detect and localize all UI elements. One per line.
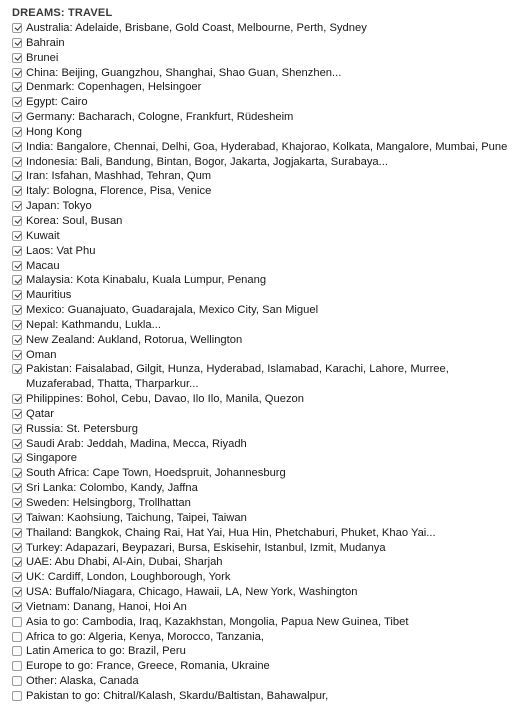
checklist-item xyxy=(12,526,513,541)
checked-checkbox[interactable] xyxy=(12,572,22,582)
checked-checkbox[interactable] xyxy=(12,335,22,345)
checklist-item-label: Australia: Adelaide, Brisbane, Gold Coast, Melbourne, Perth, Sydney xyxy=(26,22,367,34)
checked-checkbox[interactable] xyxy=(12,320,22,330)
checklist-item-label: Laos: Vat Phu xyxy=(26,244,96,257)
checklist-item xyxy=(12,555,513,570)
checklist-item xyxy=(12,95,513,110)
checklist-item-label: Africa to go: Algeria, Kenya, Morocco, Tanzania, xyxy=(26,630,264,643)
checked-checkbox[interactable] xyxy=(12,68,22,78)
checklist-item xyxy=(12,80,513,95)
checklist-item xyxy=(12,541,513,556)
checklist-item xyxy=(12,155,513,170)
checklist-item-label: Taiwan: Kaohsiung, Taichung, Taipei, Taiwan xyxy=(26,511,247,524)
unchecked-checkbox[interactable] xyxy=(12,661,22,671)
checklist-item xyxy=(12,348,513,363)
unchecked-checkbox[interactable] xyxy=(12,617,22,627)
checklist-item-label: Japan: Tokyo xyxy=(26,200,92,213)
checklist-item xyxy=(12,229,513,244)
checklist-item xyxy=(12,362,513,392)
checklist-item xyxy=(12,600,513,615)
checked-checkbox[interactable] xyxy=(12,483,22,493)
checklist-item xyxy=(12,140,513,155)
checked-checkbox[interactable] xyxy=(12,409,22,419)
checklist-item-label: Brunei xyxy=(26,51,59,64)
checklist-item xyxy=(12,674,513,689)
checklist-item xyxy=(12,392,513,407)
checked-checkbox[interactable] xyxy=(12,142,22,152)
checklist-item-label: UK: Cardiff, London, Loughborough, York xyxy=(26,571,231,584)
checked-checkbox[interactable] xyxy=(12,468,22,478)
checklist-item-label: Malaysia: Kota Kinabalu, Kuala Lumpur, Penang xyxy=(26,274,267,287)
travel-checklist xyxy=(12,21,513,704)
checklist-item-label: Other: Alaska, Canada xyxy=(26,675,139,688)
checklist-item-label: Latin America to go: Brazil, Peru xyxy=(26,645,186,658)
checklist-item xyxy=(12,333,513,348)
checklist-item-label: Pakistan: Faisalabad, Gilgit, Hunza, Hyderabad, Islamabad, Karachi, Lahore, Murree, Muzaferabad, Thatta, Tharparkur... xyxy=(26,363,449,391)
checklist-item-label: Europe to go: France, Greece, Romania, Ukraine xyxy=(26,660,270,673)
list-heading: DREAMS: TRAVEL xyxy=(12,7,113,19)
checked-checkbox[interactable] xyxy=(12,275,22,285)
checklist-item-label: Sri Lanka: Colombo, Kandy, Jaffna xyxy=(26,482,198,495)
checked-checkbox[interactable] xyxy=(12,186,22,196)
checklist-item xyxy=(12,273,513,288)
checklist-item-label: Asia to go: Cambodia, Iraq, Kazakhstan, Mongolia, Papua New Guinea, Tibet xyxy=(26,615,409,628)
checklist-item xyxy=(12,199,513,214)
checklist-item xyxy=(12,570,513,585)
checked-checkbox[interactable] xyxy=(12,231,22,241)
checklist-item xyxy=(12,451,513,466)
checklist-item xyxy=(12,481,513,496)
checked-checkbox[interactable] xyxy=(12,557,22,567)
checked-checkbox[interactable] xyxy=(12,513,22,523)
checklist-item-label: Macau xyxy=(26,259,60,272)
checked-checkbox[interactable] xyxy=(12,23,22,33)
checklist-item xyxy=(12,318,513,333)
checklist-item xyxy=(12,659,513,674)
checklist-item xyxy=(12,184,513,199)
checklist-item-label: Denmark: Copenhagen, Helsingoer xyxy=(26,81,202,94)
checklist-item-label: Egypt: Cairo xyxy=(26,96,88,109)
checked-checkbox[interactable] xyxy=(12,453,22,463)
checklist-item-label: UAE: Abu Dhabi, Al-Ain, Dubai, Sharjah xyxy=(26,556,223,569)
checked-checkbox[interactable] xyxy=(12,587,22,597)
checked-checkbox[interactable] xyxy=(12,528,22,538)
checklist-item-label: Qatar xyxy=(26,407,54,420)
checklist-item xyxy=(12,511,513,526)
checked-checkbox[interactable] xyxy=(12,201,22,211)
checklist-item xyxy=(12,259,513,274)
checked-checkbox[interactable] xyxy=(12,82,22,92)
checked-checkbox[interactable] xyxy=(12,157,22,167)
checklist-item-label: Philippines: Bohol, Cebu, Davao, Ilo Ilo, Manila, Quezon xyxy=(26,393,304,406)
checklist-item xyxy=(12,644,513,659)
checked-checkbox[interactable] xyxy=(12,38,22,48)
checklist-item-label: Sweden: Helsingborg, Trollhattan xyxy=(26,497,191,509)
checked-checkbox[interactable] xyxy=(12,364,22,374)
checked-checkbox[interactable] xyxy=(12,424,22,434)
checklist-item-label: China: Beijing, Guangzhou, Shanghai, Shao Guan, Shenzhen... xyxy=(26,66,342,79)
checklist-item-label: Germany: Bacharach, Cologne, Frankfurt, Rüdesheim xyxy=(26,111,294,124)
checklist-item xyxy=(12,466,513,481)
checklist-item xyxy=(12,21,513,36)
checked-checkbox[interactable] xyxy=(12,171,22,181)
checklist-item-label: Korea: Soul, Busan xyxy=(26,214,123,227)
checklist-item-label: Mexico: Guanajuato, Guadarajala, Mexico City, San Miguel xyxy=(26,304,319,317)
checklist-item-label: Russia: St. Petersburg xyxy=(26,422,138,435)
checklist-item-label: Pakistan to go: Chitral/Kalash, Skardu/Baltistan, Bahawalpur, xyxy=(26,689,329,702)
unchecked-checkbox[interactable] xyxy=(12,691,22,701)
checklist-item xyxy=(12,125,513,140)
checklist-item-label: Bahrain xyxy=(26,36,65,49)
checklist-item xyxy=(12,66,513,81)
checklist-item xyxy=(12,303,513,318)
checklist-item-label: New Zealand: Aukland, Rotorua, Wellington xyxy=(26,333,243,346)
checklist-item-label: India: Bangalore, Chennai, Delhi, Goa, Hyderabad, Khajorao, Kolkata, Mangalore, Mumbai, Pune xyxy=(26,140,508,153)
checklist-item-label: USA: Buffalo/Niagara, Chicago, Hawaii, LA, New York, Washington xyxy=(26,586,358,599)
checked-checkbox[interactable] xyxy=(12,216,22,226)
checklist-item-label: Singapore xyxy=(26,452,78,465)
checked-checkbox[interactable] xyxy=(12,498,22,508)
checklist-item-label: Vietnam: Danang, Hanoi, Hoi An xyxy=(26,600,187,613)
checklist-item-label: Nepal: Kathmandu, Lukla... xyxy=(26,318,161,331)
checklist-item xyxy=(12,630,513,645)
checklist-item-label: Oman xyxy=(26,348,57,361)
checklist-item xyxy=(12,437,513,452)
checked-checkbox[interactable] xyxy=(12,602,22,612)
checklist-item xyxy=(12,689,513,704)
checked-checkbox[interactable] xyxy=(12,394,22,404)
checked-checkbox[interactable] xyxy=(12,112,22,122)
checklist-item xyxy=(12,244,513,259)
checklist-item xyxy=(12,615,513,630)
checked-checkbox[interactable] xyxy=(12,246,22,256)
checked-checkbox[interactable] xyxy=(12,305,22,315)
checked-checkbox[interactable] xyxy=(12,290,22,300)
checked-checkbox[interactable] xyxy=(12,97,22,107)
checked-checkbox[interactable] xyxy=(12,53,22,63)
checklist-item-label: Kuwait xyxy=(26,229,60,242)
checklist-item xyxy=(12,169,513,184)
checklist-item xyxy=(12,36,513,51)
checked-checkbox[interactable] xyxy=(12,127,22,137)
checklist-item xyxy=(12,288,513,303)
checklist-item-label: Italy: Bologna, Florence, Pisa, Venice xyxy=(26,185,212,198)
checklist-item-label: Indonesia: Bali, Bandung, Bintan, Bogor, Jakarta, Jogjakarta, Surabaya... xyxy=(26,155,388,168)
checklist-item-label: Hong Kong xyxy=(26,125,82,138)
checklist-item-label: Iran: Isfahan, Mashhad, Tehran, Qum xyxy=(26,170,212,183)
checked-checkbox[interactable] xyxy=(12,350,22,360)
unchecked-checkbox[interactable] xyxy=(12,676,22,686)
unchecked-checkbox[interactable] xyxy=(12,646,22,656)
checklist-item-label: Mauritius xyxy=(26,289,72,302)
unchecked-checkbox[interactable] xyxy=(12,632,22,642)
checklist-item xyxy=(12,214,513,229)
checklist-item xyxy=(12,496,513,511)
checked-checkbox[interactable] xyxy=(12,261,22,271)
checklist-item-label: South Africa: Cape Town, Hoedspruit, Johannesburg xyxy=(26,467,286,480)
checklist-item-label: Turkey: Adapazari, Beypazari, Bursa, Eskisehir, Istanbul, Izmit, Mudanya xyxy=(26,541,386,554)
checklist-item xyxy=(12,51,513,66)
checklist-item xyxy=(12,422,513,437)
checklist-item xyxy=(12,585,513,600)
checklist-item xyxy=(12,110,513,125)
checklist-item-label: Thailand: Bangkok, Chaing Rai, Hat Yai, Hua Hin, Phetchaburi, Phuket, Khao Yai... xyxy=(26,526,436,539)
checklist-item xyxy=(12,407,513,422)
checklist-item-label: Saudi Arab: Jeddah, Madina, Mecca, Riyadh xyxy=(26,437,247,450)
checked-checkbox[interactable] xyxy=(12,543,22,553)
checked-checkbox[interactable] xyxy=(12,439,22,449)
